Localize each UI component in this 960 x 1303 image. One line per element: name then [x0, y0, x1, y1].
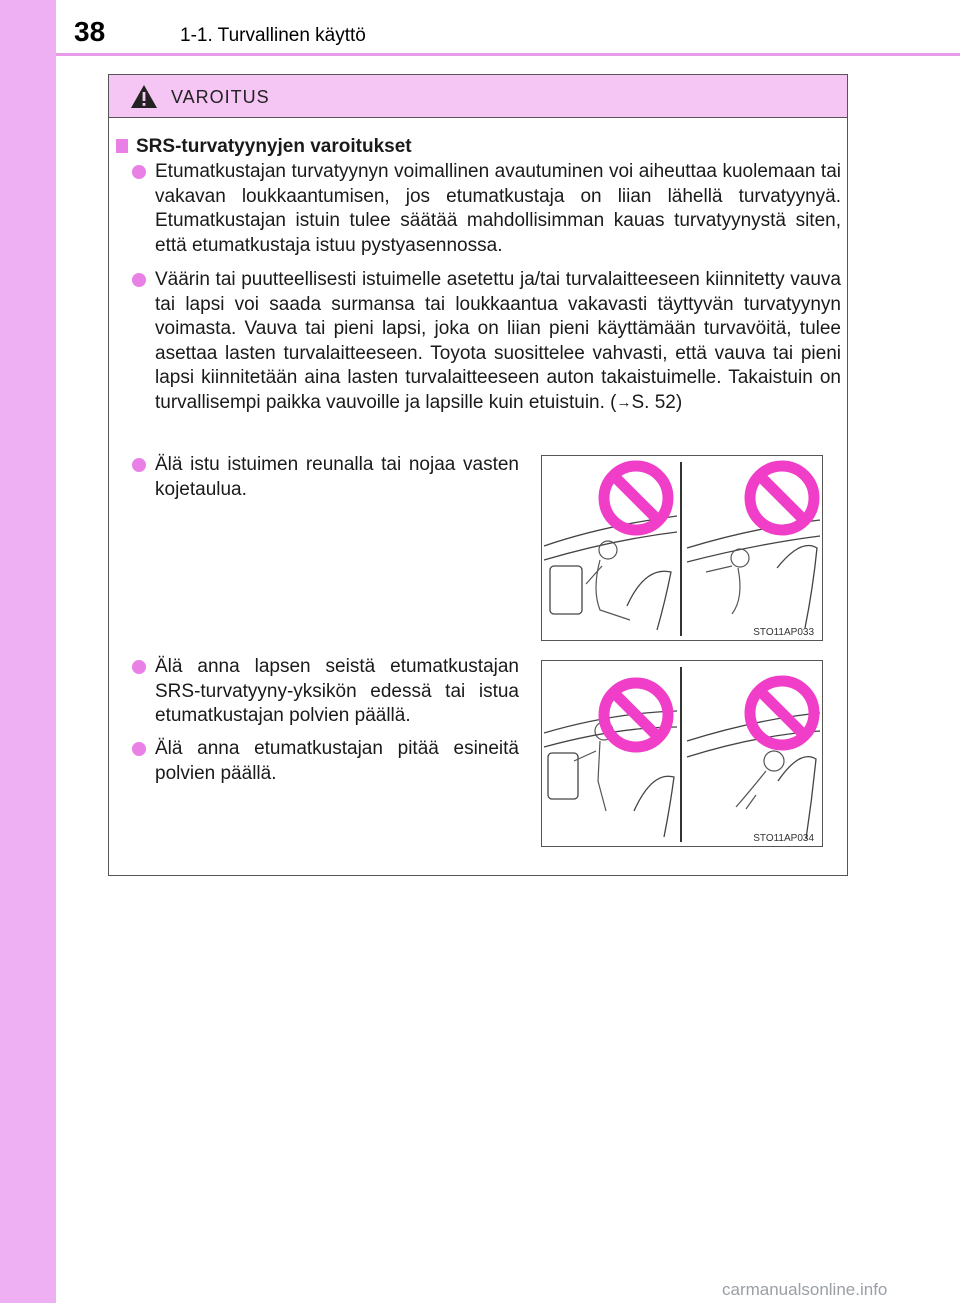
warning-triangle-icon: [130, 84, 158, 109]
bullet-text: Älä anna lapsen seistä etumatkustajan SRS-turvatyyny-yksikön edessä tai istua etumatkustajan polvien päällä.: [155, 656, 519, 726]
circle-bullet-icon: [132, 165, 146, 179]
warning-header: [109, 75, 847, 118]
circle-bullet-icon: [132, 742, 146, 756]
illustration-drawing: [542, 661, 822, 846]
warning-label: VAROITUS: [171, 87, 270, 107]
arrow-right-icon: →: [616, 393, 632, 411]
illustration-drawing: [542, 456, 822, 640]
bullet-text: Väärin tai puutteellisesti istuimelle asetettu ja/tai turvalaitteeseen kiinnitetty vauva tai lapsi voi saada surmansa tai loukkaantua vakavasti täyttyvän turvatyynyn voimasta. Vauva tai pieni lapsi, joka on liian pieni käyttämään turvavöitä, tulee asettaa lasten turvalaitteeseen. Toyota suosittelee vahvasti, että vauva tai pieni lapsi kiinnitetään aina lasten turvalaitteeseen auton takaistuimelle. Takaistuin on turvallisempi paikka vauvoille ja lapsille kuin etuistuin. (: [155, 269, 841, 413]
bullet-text: Etumatkustajan turvatyynyn voimallinen avautuminen voi aiheuttaa kuolemaan tai vakavan loukkaantumisen, jos etumatkustaja on liian lähellä turvatyynyä. Etumatkustajan istuin tulee säätää mahdollisimman kauas turvatyynystä siten, että etumatkustaja istuu pystyasennossa.: [155, 161, 841, 256]
bullet-text: Älä anna etumatkustajan pitää esineitä polvien päällä.: [155, 738, 519, 784]
circle-bullet-icon: [132, 273, 146, 287]
subheading-text: SRS-turvatyynyjen varoitukset: [136, 136, 412, 157]
bullet-item: [155, 160, 841, 258]
circle-bullet-icon: [132, 660, 146, 674]
page-number: 38: [74, 16, 106, 47]
side-color-bar: [0, 0, 56, 1303]
bullet-text: Älä istu istuimen reunalla tai nojaa vasten kojetaulua.: [155, 454, 519, 500]
figure-illustration: [541, 455, 823, 641]
circle-bullet-icon: [132, 458, 146, 472]
watermark: carmanualsonline.info: [722, 1280, 888, 1299]
bullet-item: [155, 655, 519, 729]
bullet-item: [155, 737, 519, 786]
figure-illustration: [541, 660, 823, 847]
warning-box: [108, 74, 848, 876]
bullet-item: [155, 453, 519, 502]
square-bullet-icon: [116, 139, 128, 153]
figure-code: STO11AP033: [753, 627, 814, 638]
page-reference-link[interactable]: S. 52): [631, 391, 683, 413]
bullet-item: [155, 268, 841, 415]
header-rule: [56, 53, 960, 56]
section-title: 1-1. Turvallinen käyttö: [180, 25, 366, 46]
figure-code: STO11AP034: [753, 833, 814, 844]
